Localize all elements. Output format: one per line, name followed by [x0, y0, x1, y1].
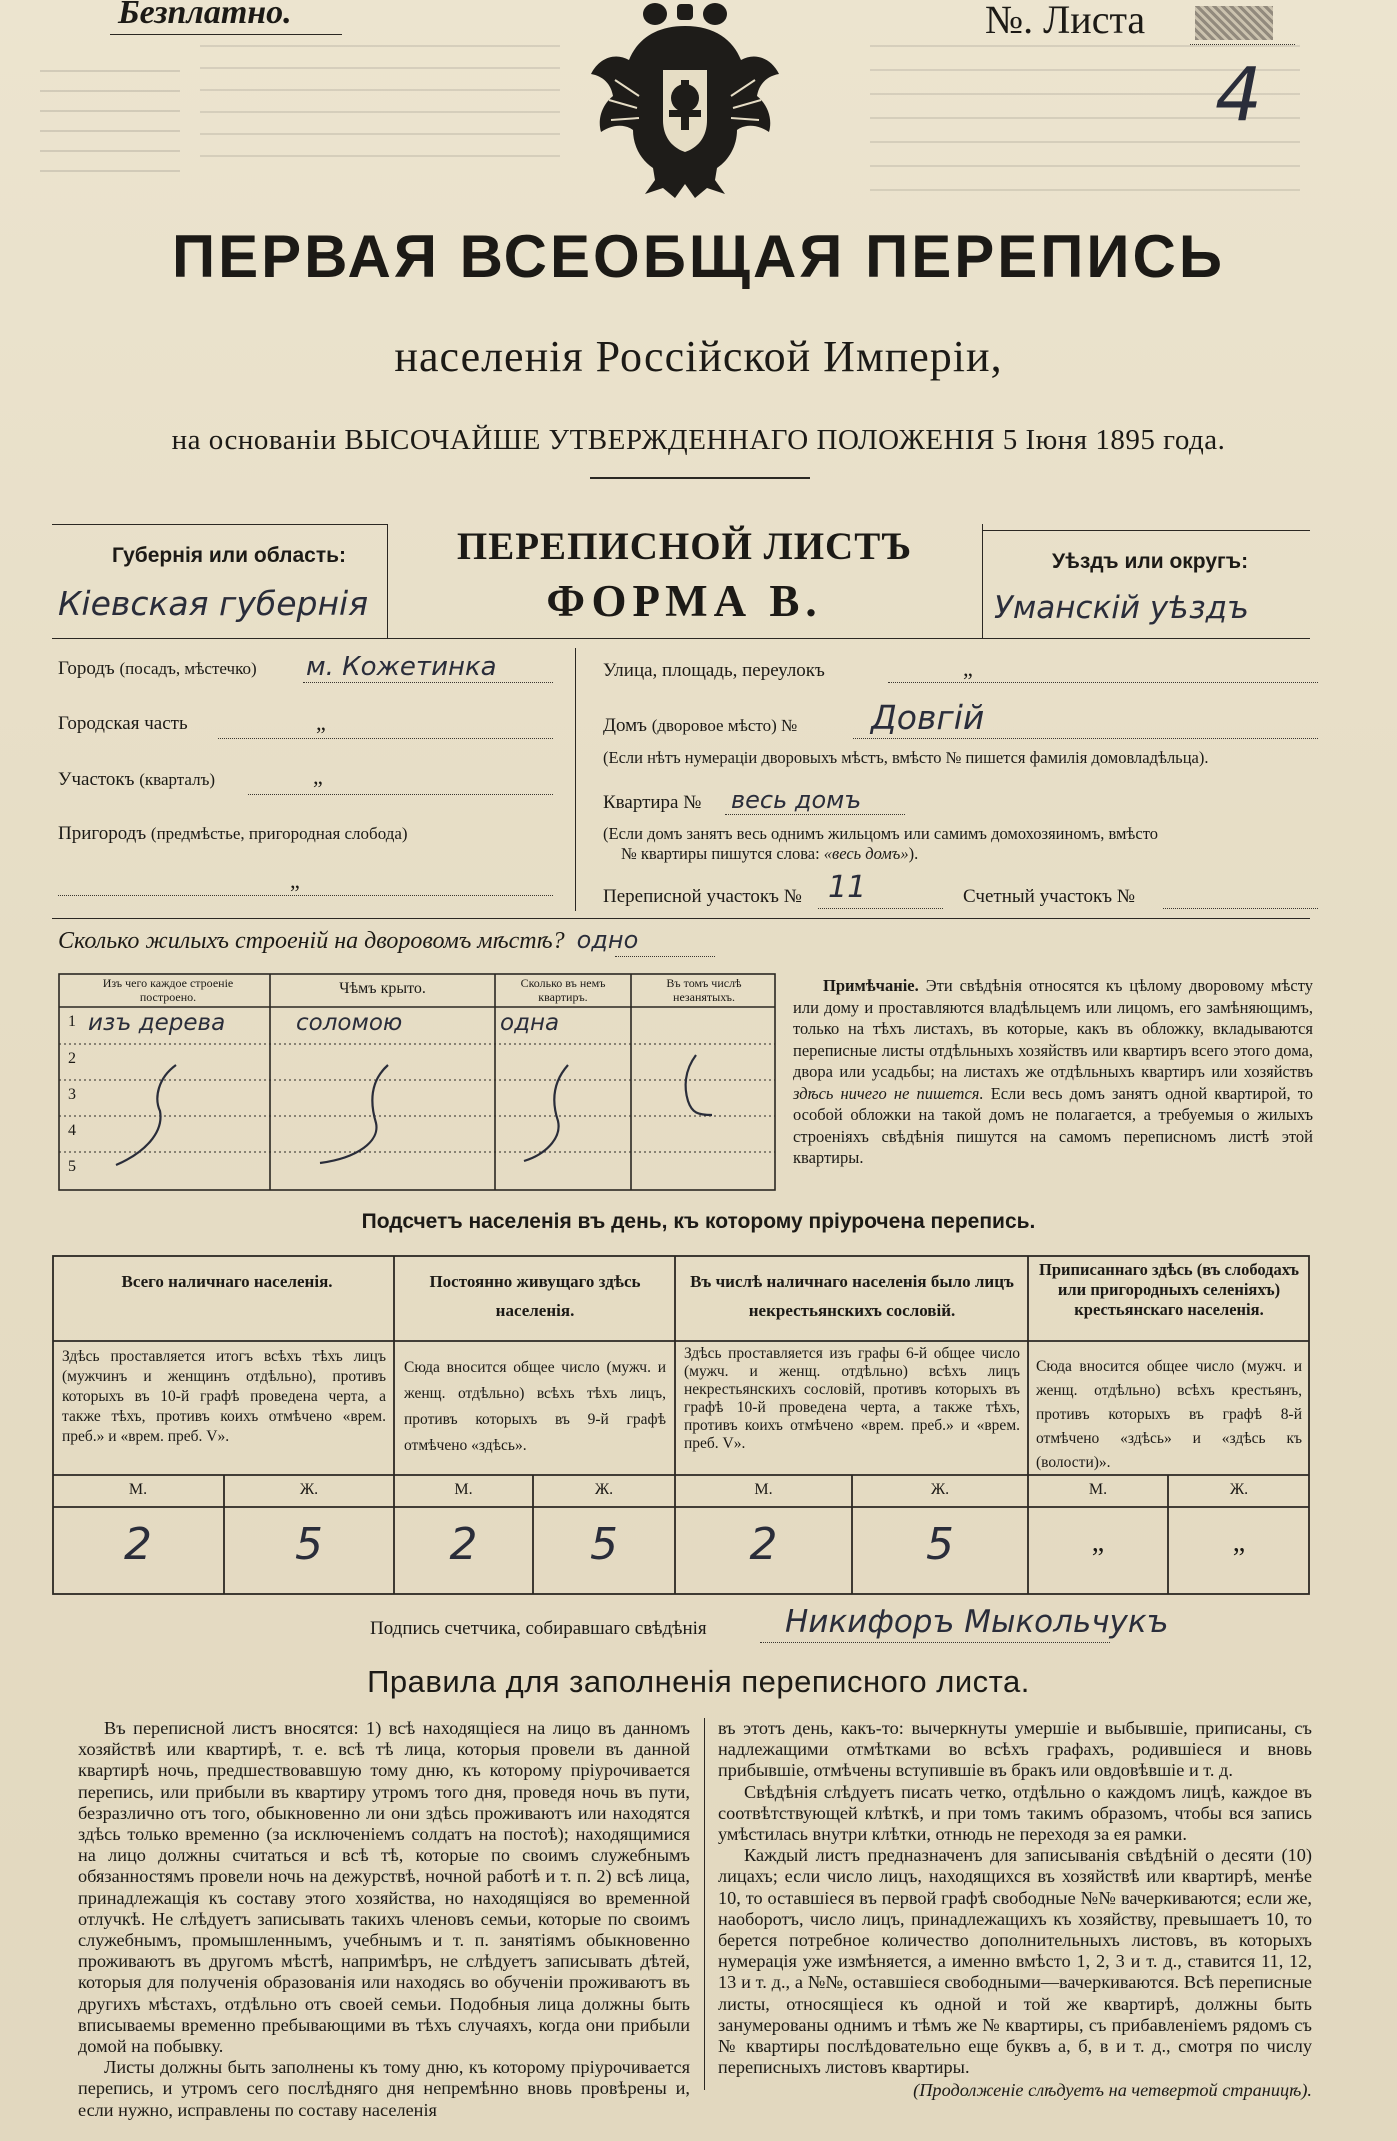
- buildings-col-material: Изъ чего каждое строеніе построено.: [102, 976, 234, 1004]
- buildings-row-number-1: 1: [68, 1013, 76, 1030]
- pop-m-label-3: М.: [754, 1481, 773, 1498]
- gorod-label: Городъ: [58, 658, 115, 679]
- rules-column-divider: [704, 1718, 705, 2090]
- census-legal-basis: на основаніи ВЫСОЧАЙШЕ УТВЕРЖДЕННАГО ПОЛОЖЕНІЯ 5 Іюня 1895 года.: [171, 424, 1226, 456]
- pop-m-label-1: М.: [128, 1481, 148, 1498]
- pop-zh-label-3: Ж.: [930, 1481, 950, 1498]
- ulitsa-label: Улица, площадь, переулокъ: [603, 660, 825, 681]
- free-label: Безплатно.: [118, 0, 292, 31]
- address-right: [603, 656, 1323, 910]
- uezd-label: Уѣздъ или округъ:: [1052, 550, 1249, 573]
- buildings-row-number-3: 3: [68, 1086, 76, 1103]
- buildings-col-vacant: Въ томъ числѣ незанятыхъ.: [666, 976, 742, 1004]
- buildings-apartments-value: одна: [500, 1010, 560, 1036]
- title-divider: [590, 477, 810, 479]
- pop-peasant-m: „: [1091, 1527, 1105, 1558]
- buildings-roof-value: соломою: [296, 1010, 403, 1036]
- population-title: Подсчетъ населенія въ день, къ которому пріурочена перепись.: [361, 1210, 1036, 1233]
- sheet-number-line: [1190, 44, 1295, 45]
- pop-total-m: 2: [124, 1519, 152, 1570]
- buildings-col-apartments: Сколько въ немъ квартиръ.: [520, 976, 606, 1004]
- bleed-through-left: [40, 70, 180, 180]
- pop-col4-head: Приписаннаго здѣсь (въ слободахъ или пригородныхъ селеніяхъ) крестьянскаго населенія.: [1039, 1260, 1299, 1319]
- pop-permanent-zh: 5: [590, 1519, 618, 1570]
- pop-nonpeasant-m: 2: [749, 1519, 778, 1570]
- address-divider: [575, 648, 576, 911]
- rules-right-column: [718, 1718, 1312, 2102]
- pop-nonpeasant-zh: 5: [926, 1519, 954, 1570]
- signature-value: Никифоръ Мыкольчукъ: [785, 1604, 1169, 1640]
- sheet-number-stamp: [1195, 6, 1273, 40]
- imperial-eagle-emblem: [585, 0, 785, 205]
- rules-right-p3: Каждый листъ предназначенъ для записыванія свѣдѣній о десяти (10) лицахъ; если число лицъ, находящихся въ хозяйствѣ или квартирѣ, менѣе 10, то оставшіеся въ первой графѣ свободные №№ вачеркиваются; если же, наоборотъ, число лицъ, принадлежащихъ къ хозяйству, превышаетъ 10, то берется потребное количество дополнительныхъ листовъ, въ которыхъ нумерація уже измѣняется, а именно вмѣсто 1, 2, 3 и т. д., ставится 11, 12, 13 и т. д., а №№, оставшіеся свободными—вачеркиваются. Всѣ переписные листы, относящіеся къ одной и той же квартирѣ, должны быть занумерованы однимъ и тѣмъ же № квартиры, съ прибавленіемъ рядомъ съ № квартиры послѣдовательно еще буквъ а, б, в и т. д., смотря по числу переписныхъ листовъ квартиры.: [718, 1845, 1312, 2078]
- dom-label: Домъ: [603, 715, 647, 736]
- pop-zh-label-4: Ж.: [1229, 1481, 1249, 1498]
- rules-right-p2: Свѣдѣнія слѣдуетъ писать четко, отдѣльно о каждомъ лицѣ, каждое въ соотвѣтствующей клѣткѣ, и при томъ такимъ образомъ, чтобы вся запись умѣстилась внутри клѣтки, отнюдь не переходя за ея рамки.: [718, 1781, 1312, 1845]
- census-subtitle: населенія Россійской Имперіи,: [394, 332, 1003, 381]
- pop-col1-desc: Здѣсь проставляется итогъ всѣхъ тѣхъ лицъ (мужчинъ и женщинъ отдѣльно), противъ которыхъ въ 10-й графѣ проведена черта, а также тѣхъ, противъ коихъ отмѣчено «врем. преб.» и «врем. преб. V».: [62, 1348, 386, 1445]
- pop-col3-head: Въ числѣ наличнаго населенія было лицъ некрестьянскихъ сословій.: [690, 1272, 1014, 1320]
- kvartira-value: весь домъ: [731, 786, 862, 814]
- buildings-col-roof: Чѣмъ крыто.: [339, 980, 426, 997]
- buildings-answer: одно: [576, 926, 639, 954]
- rules-title: Правила для заполненія переписного листа.: [367, 1664, 1030, 1699]
- uchastok-note: (кварталъ): [139, 770, 216, 789]
- pop-total-zh: 5: [295, 1519, 323, 1570]
- buildings-question: Сколько жилыхъ строеній на дворовомъ мѣстѣ? одно: [58, 926, 639, 954]
- pop-col1-head: Всего наличнаго населенія.: [121, 1272, 333, 1291]
- buildings-table: [58, 973, 776, 1191]
- buildings-answer-line: [615, 956, 715, 957]
- perepisnoy-value: 11: [828, 870, 867, 905]
- dom-note: (Если нѣтъ нумераціи дворовыхъ мѣстъ, вмѣсто № пишется фамилія домовладѣльца).: [603, 748, 1209, 767]
- buildings-row-number-2: 2: [68, 1050, 76, 1067]
- gorod-note: (посадъ, мѣстечко): [119, 659, 257, 678]
- guberniya-value: Кіевская губернія: [58, 584, 369, 623]
- form-name-line2: ФОРМА В.: [546, 576, 823, 626]
- signature-label: Подпись счетчика, собиравшаго свѣдѣнія: [370, 1618, 707, 1639]
- ulitsa-value: „: [963, 656, 973, 681]
- chast-label: Городская часть: [58, 713, 188, 734]
- form-name-line1: ПЕРЕПИСНОЙ ЛИСТЪ: [456, 525, 913, 568]
- dom-value: Довгій: [871, 698, 985, 737]
- rules-left-p1: Въ переписной листъ вносятся: 1) всѣ находящіеся на лицо въ данномъ хозяйствѣ или квартирѣ, т. е. всѣ тѣ лица, которыя провели въ данной квартирѣ ночь, предшествовавшую тому дню, къ которому пріурочивается перепись, или прибыли въ квартиру утромъ того дня, проведя ночь въ пути, безразлично отъ того, обыкновенно ли они здѣсь проживаютъ или находятся здѣсь только временно (за исключеніемъ солдатъ на постоѣ); находящимися на лицо должны считаться и всѣ тѣ, которые по своимъ служебнымъ обязанностямъ провели ночь на дежурствѣ, ночной работѣ и т. п. 2) всѣ лица, принадлежащія къ составу этого хозяйства, но находящіяся во временной отлучкѣ. Не слѣдуетъ записывать такихъ членовъ семьи, которые по своимъ служебнымъ, промышленнымъ, учебнымъ и т. п. занятіямъ обыкновенно проживаютъ въ другомъ мѣстѣ, напримѣръ, не слѣдуетъ записывать дѣтей, которыя для полученія образованія или находясь во обученіи проживаютъ въ другихъ мѣстахъ, отдѣльно отъ своей семьи. Подобныя лица должны быть вписываемы временно пребывающими въ тѣхъ случаяхъ, когда они прибыли домой на побывку.: [78, 1718, 690, 2057]
- perepisnoy-label: Переписной участокъ №: [603, 886, 802, 907]
- form-header-box: [52, 524, 1310, 641]
- pop-permanent-m: 2: [449, 1519, 478, 1570]
- rules-continued: (Продолженіе слѣдуетъ на четвертой страницѣ).: [913, 2080, 1312, 2101]
- buildings-note: Примѣчаніе. Эти свѣдѣнія относятся къ цѣлому дворовому мѣсту или дому и проставляются владѣльцемъ или лицомъ, его замѣняющимъ, только на тѣхъ листахъ, въ которые, какъ въ обложку, вкладываются переписные листы отдѣльныхъ хозяйствъ или квартиръ всего этого дома, двора или усадьбы; на листахъ же отдѣльныхъ квартиръ или хозяйствъ здѣсь ничего не пишется. Если весь домъ занятъ одной квартирой, то особой обложки на такой домъ не полагается, а требуемыя о жилыхъ строеніяхъ свѣдѣнія пишутся на самомъ переписномъ листѣ этой квартиры.: [793, 976, 1314, 1167]
- prigorod-value: „: [290, 868, 300, 893]
- pop-m-label-2: М.: [454, 1481, 473, 1498]
- uezd-value: Уманскій уѣздъ: [994, 590, 1249, 626]
- prigorod-note: (предмѣстье, пригородная слобода): [150, 824, 408, 843]
- dom-note-inline: (дворовое мѣсто) №: [651, 716, 798, 735]
- gorod-value: м. Кожетинка: [306, 652, 497, 682]
- prigorod-label: Пригородъ: [58, 823, 147, 844]
- pop-col2-desc: Сюда вносится общее число (мужч. и женщ. отдѣльно) всѣхъ тѣхъ лицъ, противъ которыхъ въ 9-й графѣ отмѣчено «здѣсь».: [404, 1359, 666, 1454]
- pop-peasant-zh: „: [1232, 1527, 1246, 1558]
- signature-line: [760, 1642, 1110, 1643]
- rules-left-p2: Листы должны быть заполнены къ тому дню, къ которому пріурочивается перепись, и утромъ сего послѣдняго дня непремѣнно вновь провѣрены и, если нужно, исправлены по составу населенія: [78, 2057, 690, 2120]
- census-main-title: ПЕРВАЯ ВСЕОБЩАЯ ПЕРЕПИСЬ: [172, 223, 1225, 290]
- bleed-through-mid: [200, 45, 560, 175]
- sheet-number-handwritten: 4: [1215, 52, 1263, 138]
- pop-col3-desc: Здѣсь проставляется изъ графы 6-й общее число (мужч. и женщ. отдѣльно) всѣхъ лицъ некрестьянскихъ сословій, противъ которыхъ въ графѣ 10-й проведена черта, а также тѣхъ, противъ коихъ отмѣчено «врем. преб.» и «врем. преб. V».: [684, 1345, 1020, 1452]
- buildings-row-number-5: 5: [68, 1158, 76, 1175]
- pop-zh-label-1: Ж.: [299, 1481, 319, 1498]
- rules-left-column: [78, 1718, 690, 2121]
- buildings-material-value: изъ дерева: [88, 1010, 226, 1036]
- rules-right-p1: въ этотъ день, какъ-то: вычеркнуты умершіе и выбывшіе, приписаны, съ надлежащими отмѣтками во всѣхъ графахъ, родившіеся и вновь прибывшіе, отмѣчены вступившіе въ бракъ или овдовѣвшіе и т. д.: [718, 1718, 1312, 1781]
- pop-m-label-4: М.: [1088, 1481, 1108, 1498]
- kvartira-note: (Если домъ занятъ весь однимъ жильцомъ или самимъ домохозяиномъ, вмѣсто № квартиры пишутся слова: «весь домъ»).: [603, 824, 1158, 863]
- chast-value: „: [316, 710, 326, 735]
- population-table: [52, 1255, 1310, 1595]
- kvartira-label: Квартира №: [603, 792, 702, 813]
- buildings-row-number-4: 4: [68, 1122, 76, 1139]
- address-bottom-line: [52, 918, 1310, 919]
- pop-col4-desc: Сюда вносится общее число (мужч. и женщ. отдѣльно) всѣхъ крестьянъ, противъ которыхъ въ графѣ 8-й отмѣчено «здѣсь» и «здѣсь къ (волости)».: [1036, 1358, 1302, 1471]
- uchastok-value: „: [313, 764, 323, 789]
- address-left: [58, 652, 558, 903]
- guberniya-label: Губернія или область:: [112, 544, 347, 567]
- free-underline: [110, 34, 342, 35]
- pop-zh-label-2: Ж.: [594, 1481, 614, 1498]
- pop-col2-head: Постоянно живущаго здѣсь населенія.: [429, 1272, 641, 1320]
- uchastok-label: Участокъ: [58, 769, 135, 790]
- schetny-label: Счетный участокъ №: [963, 886, 1135, 907]
- sheet-number-label: №. Листа: [985, 0, 1146, 42]
